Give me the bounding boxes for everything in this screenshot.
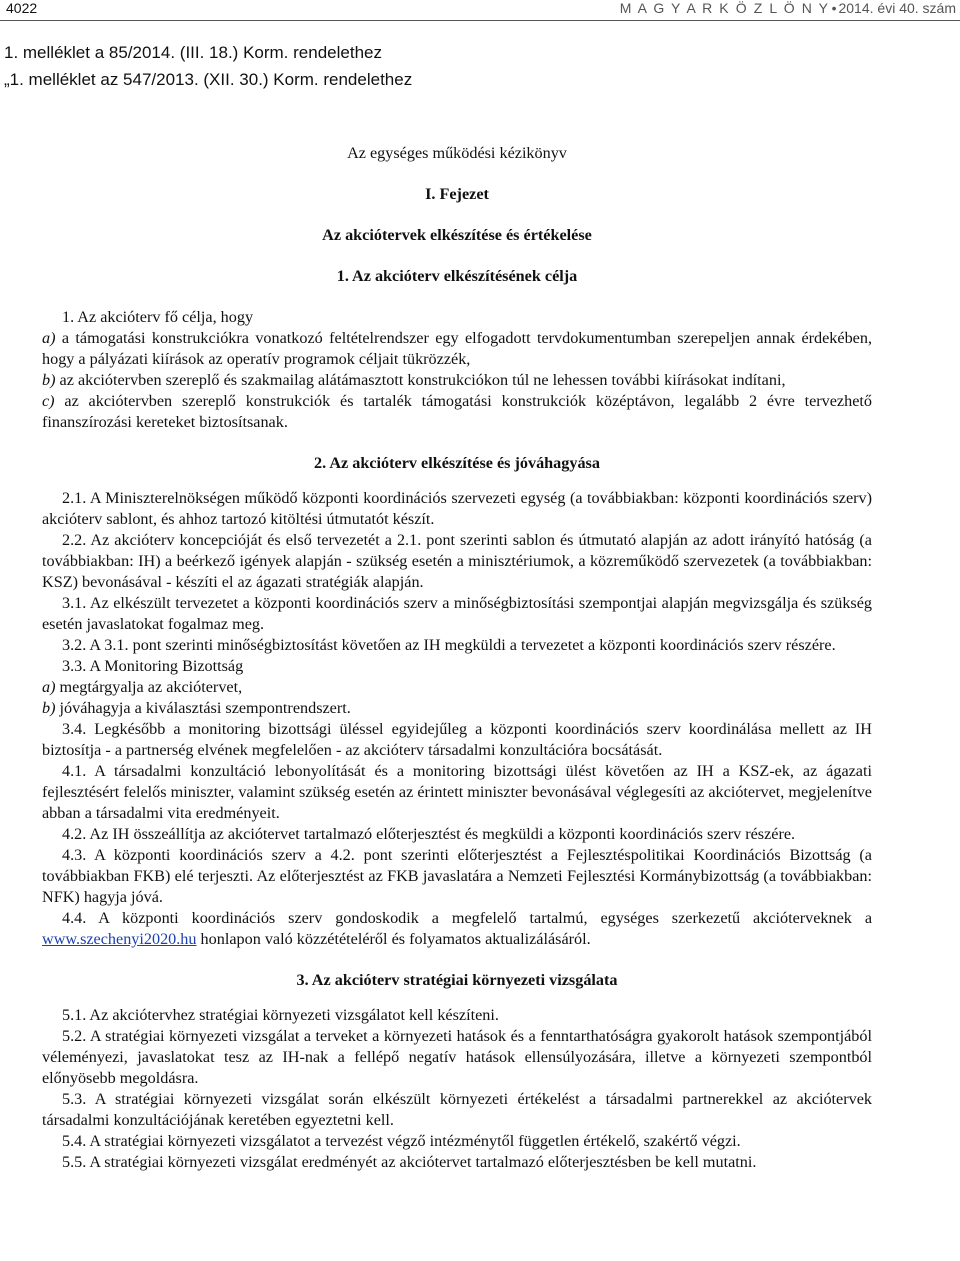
item-text: jóváhagyja a kiválasztási szempontrendszert.: [55, 699, 351, 717]
paragraph: 3.2. A 3.1. pont szerinti minőségbiztosítást követően az IH megküldi a tervezetet a központi koordinációs szerv részére.: [62, 636, 836, 654]
paragraph: 4.2. Az IH összeállítja az akciótervet tartalmazó előterjesztést és megküldi a központi koordinációs szerv részére.: [62, 825, 796, 843]
document-title: Az egységes működési kézikönyv: [347, 144, 567, 162]
paragraph: 5.5. A stratégiai környezeti vizsgálat eredményét az akciótervet tartalmazó előterjesztésben be kell mutatni.: [62, 1153, 757, 1171]
chapter-title: Az akciótervek elkészítése és értékelése: [322, 226, 592, 244]
page-header: [0, 0, 960, 22]
item-label: a): [42, 329, 56, 347]
paragraph: 1. Az akcióterv fő célja, hogy: [62, 308, 254, 326]
list-item: [42, 370, 872, 391]
paragraph: 5.1. Az akciótervhez stratégiai környezeti vizsgálatot kell készíteni.: [62, 1006, 499, 1024]
annex-line-2: „1. melléklet az 547/2013. (XII. 30.) Korm. rendelethez: [4, 70, 413, 89]
annex-line-1: 1. melléklet a 85/2014. (III. 18.) Korm. rendelethez: [4, 43, 382, 62]
list-item: [42, 677, 872, 698]
paragraph: 2.1. A Miniszterelnökségen működő központi koordinációs szervezeti egység (a továbbiakban: központi koordinációs szerv) akcióterv sablont, és ahhoz tartozó kitöltési útmutatót készít.: [42, 489, 872, 528]
paragraph: 3.3. A Monitoring Bizottság: [62, 657, 244, 675]
section-heading: 3. Az akcióterv stratégiai környezeti vizsgálata: [296, 971, 618, 989]
paragraph: 5.2. A stratégiai környezeti vizsgálat a terveket a környezeti hatások és a fenntarthatóságra gyakorolt hatások szempontjából véleményezi, javaslatokat tesz az IH-nak a fellépő negatív hatások ellensúlyozására, illetve a környezeti szempontból előnyösebb megoldásra.: [42, 1027, 872, 1087]
paragraph: 4.1. A társadalmi konzultáció lebonyolítását és a monitoring bizottsági ülést követően az IH a KSZ-ek, az ágazati fejlesztésért felelős miniszter, valamint szükség esetén az érintett miniszter bevonásával véglegesíti az akciótervet, megjelenítve abban a társadalmi vita eredményeit.: [42, 762, 872, 822]
list-item: [42, 698, 872, 719]
item-text: az akciótervben szereplő konstrukciók és tartalék támogatási konstrukciók középtávon, legalább 2 évre tervezhető finanszírozási kereteket biztosítsanak.: [42, 392, 872, 431]
paragraph: 4.3. A központi koordinációs szerv a 4.2. pont szerinti előterjesztést a Fejlesztéspolitikai Koordinációs Bizottság (a továbbiakban FKB) elé terjeszti. Az előterjesztést az FKB javaslatára a Nemzeti Fejlesztési Kormánybizottság (a továbbiakban: NFK) hagyja jóvá.: [42, 846, 872, 906]
header-rule: [0, 20, 960, 21]
paragraph-text: 4.4. A központi koordinációs szerv gondoskodik a megfelelő tartalmú, egységes szerkezetű akcióterveknek a: [62, 909, 872, 927]
paragraph: 3.4. Legkésőbb a monitoring bizottsági üléssel egyidejűleg a központi koordinációs szerv koordinálása mellett az IH biztosítja - a partnerség elvének megfelelően - az akcióterv társadalmi konzultációra bocsátását.: [42, 720, 872, 759]
list-item: [42, 391, 872, 433]
item-label: b): [42, 699, 56, 717]
item-label: b): [42, 371, 56, 389]
item-label: a): [42, 678, 56, 696]
paragraph: 5.3. A stratégiai környezeti vizsgálat során elkészült környezeti értékelést a társadalmi partnerekkel az akciótervek társadalmi konzultációjának keretében egyeztetni kell.: [42, 1090, 872, 1129]
paragraph: 5.4. A stratégiai környezeti vizsgálatot a tervezést végző intézménytől független értékelő, szakértő végzi.: [62, 1132, 741, 1150]
item-text: megtárgyalja az akciótervet,: [55, 678, 243, 696]
section-heading: 2. Az akcióterv elkészítése és jóváhagyása: [314, 454, 600, 472]
journal-info: [620, 0, 956, 16]
chapter-label: I. Fejezet: [425, 185, 489, 203]
document-body: [42, 143, 872, 1173]
paragraph-text: honlapon való közzétételéről és folyamatos aktualizálásáról.: [196, 930, 591, 948]
item-label: c): [42, 392, 55, 410]
paragraph: 2.2. Az akcióterv koncepcióját és első tervezetét a 2.1. pont szerinti sablon és útmutató alapján az adott irányító hatóság (a továbbiakban: IH) a beérkező igények alapján - szükség esetén a minisztériumok, a közreműködő szervezetek (a továbbiakban: KSZ) bevonásával - készíti el az ágazati stratégiák alapján.: [42, 531, 872, 591]
journal-name: M A G Y A R K Ö Z L Ö N Y: [619, 0, 830, 16]
item-text: az akciótervben szereplő és szakmailag alátámasztott konstrukciókon túl ne lehessen további kiírásokat indítani,: [55, 371, 786, 389]
section-heading: 1. Az akcióterv elkészítésének célja: [336, 267, 578, 285]
list-item: [42, 328, 872, 370]
separator-dot: •: [831, 0, 837, 16]
page-number: 4022: [6, 0, 38, 16]
issue-label: 2014. évi 40. szám: [838, 0, 956, 16]
website-link[interactable]: www.szechenyi2020.hu: [42, 930, 197, 948]
paragraph: [42, 908, 872, 950]
item-text: a támogatási konstrukciókra vonatkozó feltételrendszer egy elfogadott tervdokumentumban szerepeljen annak érdekében, hogy a pályázati kiírások az operatív programok céljait tükrözzék,: [42, 329, 872, 368]
paragraph: 3.1. Az elkészült tervezetet a központi koordinációs szerv a minőségbiztosítási szempontjai alapján megvizsgálja és szükség esetén javaslatokat fogalmaz meg.: [42, 594, 872, 633]
